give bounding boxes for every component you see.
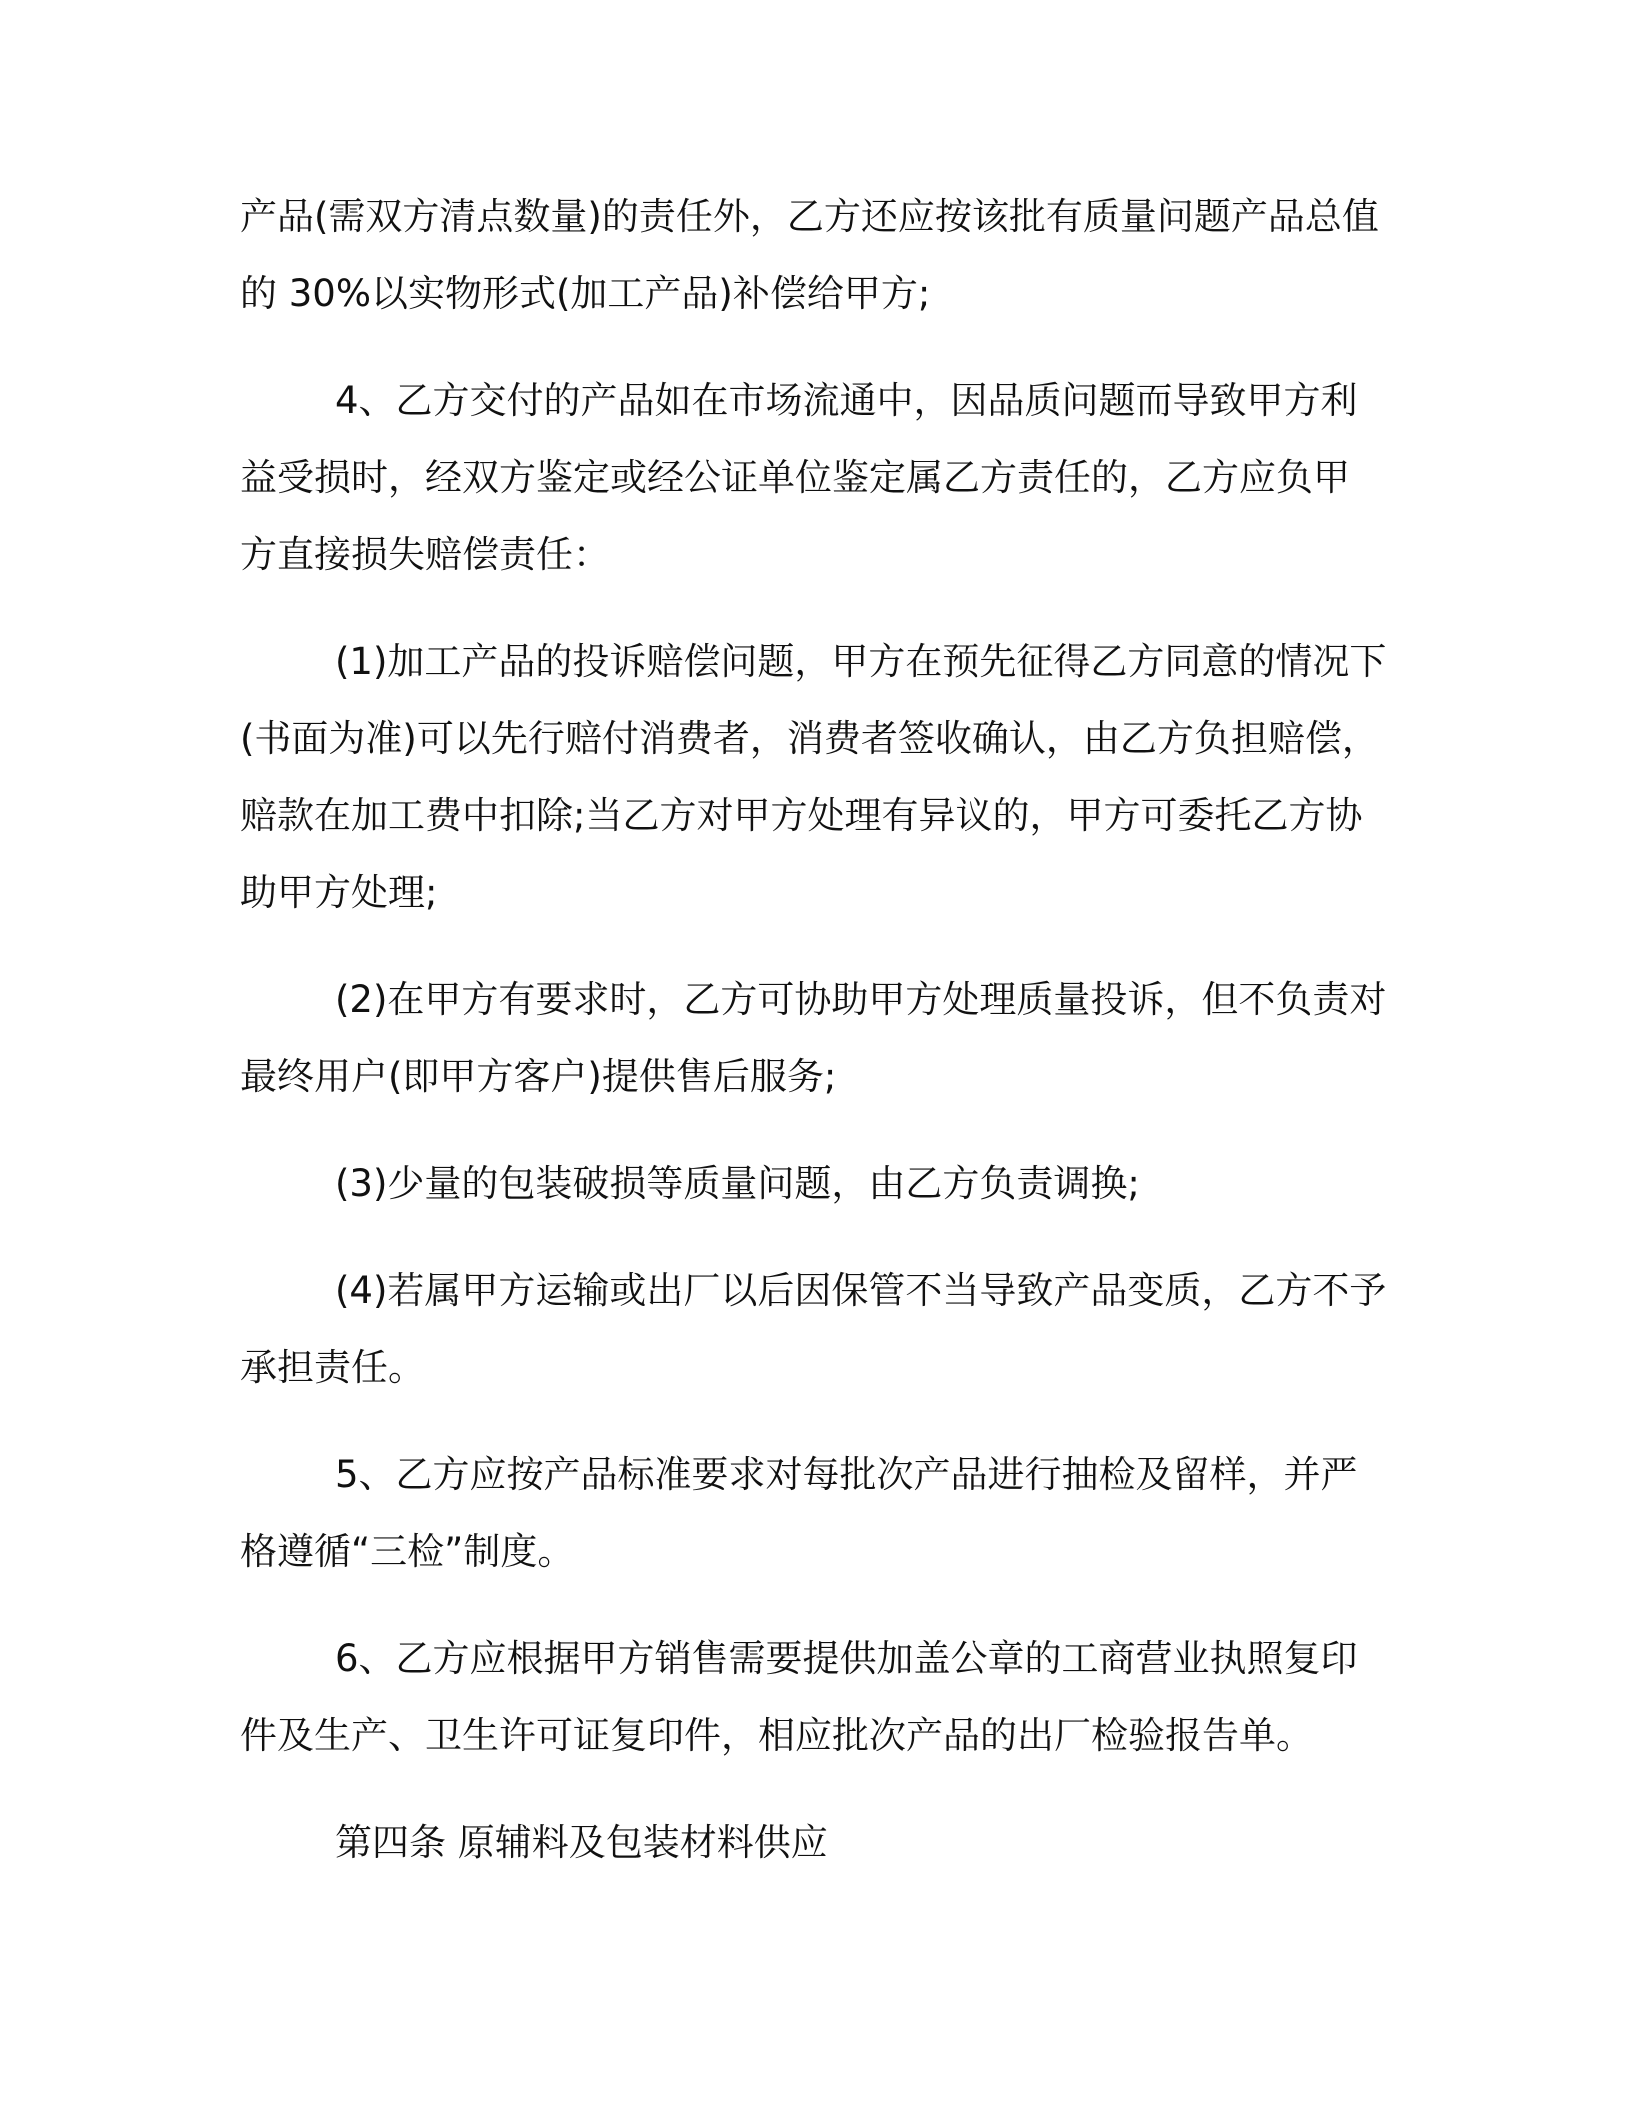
text-line: (1)加工产品的投诉赔偿问题，甲方在预先征得乙方同意的情况下	[335, 640, 1387, 683]
text-line: 格遵循“三检”制度。	[240, 1530, 575, 1573]
text-line: 最终用户(即甲方客户)提供售后服务;	[240, 1055, 837, 1098]
text-line: 5、乙方应按产品标准要求对每批次产品进行抽检及留样，并严	[335, 1453, 1358, 1496]
paragraph-item-2	[240, 961, 1400, 1115]
paragraph-item-3	[240, 1145, 1400, 1222]
text-line: 产品(需双方清点数量)的责任外，乙方还应按该批有质量问题产品总值	[240, 195, 1379, 238]
text-line: 助甲方处理;	[240, 871, 438, 914]
text-line: (3)少量的包装破损等质量问题，由乙方负责调换;	[335, 1162, 1140, 1205]
text-line: 6、乙方应根据甲方销售需要提供加盖公章的工商营业执照复印	[335, 1637, 1358, 1680]
section-heading-article-4	[240, 1804, 1400, 1881]
text-line: (2)在甲方有要求时，乙方可协助甲方处理质量投诉，但不负责对	[335, 978, 1387, 1021]
text-line: 4、乙方交付的产品如在市场流通中，因品质问题而导致甲方利	[335, 379, 1358, 422]
text-line: (书面为准)可以先行赔付消费者，消费者签收确认，由乙方负担赔偿，	[240, 717, 1379, 760]
paragraph-clause-6	[240, 1620, 1400, 1774]
text-line: 赔款在加工费中扣除;当乙方对甲方处理有异议的，甲方可委托乙方协	[240, 794, 1363, 837]
paragraph-compensation-continued	[240, 178, 1400, 332]
text-line: 方直接损失赔偿责任：	[240, 533, 610, 576]
paragraph-clause-5	[240, 1436, 1400, 1590]
text-line: 益受损时，经双方鉴定或经公证单位鉴定属乙方责任的，乙方应负甲	[240, 456, 1350, 499]
paragraph-item-4	[240, 1252, 1400, 1406]
text-line: 件及生产、卫生许可证复印件，相应批次产品的出厂检验报告单。	[240, 1714, 1313, 1757]
text-line: (4)若属甲方运输或出厂以后因保管不当导致产品变质，乙方不予	[335, 1269, 1387, 1312]
paragraph-item-1	[240, 623, 1400, 931]
section-heading-text: 第四条 原辅料及包装材料供应	[335, 1821, 828, 1864]
document-body	[240, 178, 1400, 1911]
paragraph-clause-4	[240, 362, 1400, 593]
text-line: 承担责任。	[240, 1346, 425, 1389]
text-line: 的 30%以实物形式(加工产品)补偿给甲方;	[240, 272, 931, 315]
